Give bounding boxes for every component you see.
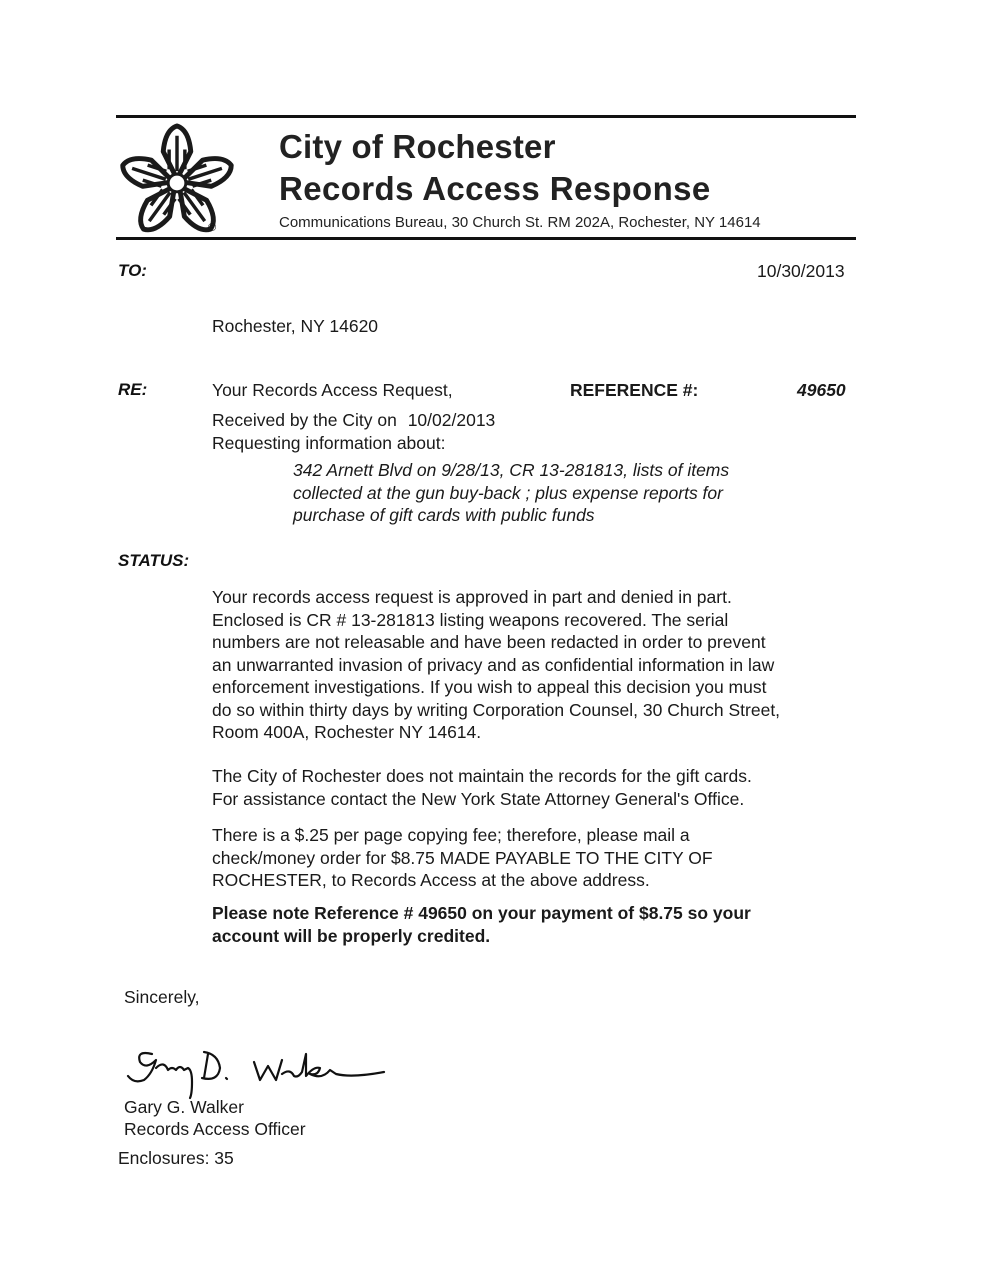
letterhead-address: Communications Bureau, 30 Church St. RM 202A, Rochester, NY 14614 [279, 214, 761, 231]
request-subject: 342 Arnett Blvd on 9/28/13, CR 13-281813, lists of items collected at the gun buy-back ; plus expense reports for purchase of gift cards with public funds [293, 460, 730, 525]
letter-date: 10/30/2013 [757, 261, 845, 281]
recipient-city-line: Rochester, NY 14620 [212, 316, 379, 336]
status-paragraph-1: Your records access request is approved in part and denied in part. Enclosed is CR # 13-281813 listing weapons recovered. The serial numbers are not releasable and have been redacted in order to prevent an unwarranted invasion of privacy and as confidential information in law enforcement investigations. If you wish to appeal this decision you must do so within thirty days by writing Corporation Counsel, 30 Church Street, Room 400A, Rochester NY 14614. [212, 587, 781, 742]
to-label: TO: [118, 261, 147, 280]
letterhead-title: City of Rochester [279, 128, 556, 165]
requesting-line: Requesting information about: [212, 433, 446, 453]
re-request-line: Your Records Access Request, [212, 380, 453, 400]
re-label: RE: [118, 380, 148, 399]
letterhead-subtitle: Records Access Response [279, 170, 711, 207]
received-prefix: Received by the City on [212, 410, 397, 430]
signer-title: Records Access Officer [124, 1119, 306, 1139]
enclosures-line: Enclosures: 35 [118, 1148, 234, 1168]
status-paragraph-4: Please note Reference # 49650 on your payment of $8.75 so your account will be properly credited. [212, 903, 751, 946]
signer-name: Gary G. Walker [124, 1097, 244, 1117]
status-paragraph-2: The City of Rochester does not maintain the records for the gift cards. For assistance contact the New York State Attorney General's Office. [212, 766, 752, 809]
status-label: STATUS: [118, 551, 190, 570]
received-date: 10/02/2013 [407, 410, 496, 430]
city-of-rochester-flower-seal-icon [118, 122, 236, 240]
received-line [212, 409, 495, 432]
salutation: Sincerely, [124, 987, 200, 1007]
reference-label: REFERENCE #: [570, 380, 699, 400]
status-paragraph-3: There is a $.25 per page copying fee; therefore, please mail a check/money order for $8.75 MADE PAYABLE TO THE CITY OF ROCHESTER, to Records Access at the above address. [212, 825, 713, 890]
registered-mark: ® [208, 222, 217, 234]
header-top-rule [116, 115, 856, 118]
handwritten-signature [122, 1040, 392, 1100]
reference-number: 49650 [797, 380, 846, 400]
